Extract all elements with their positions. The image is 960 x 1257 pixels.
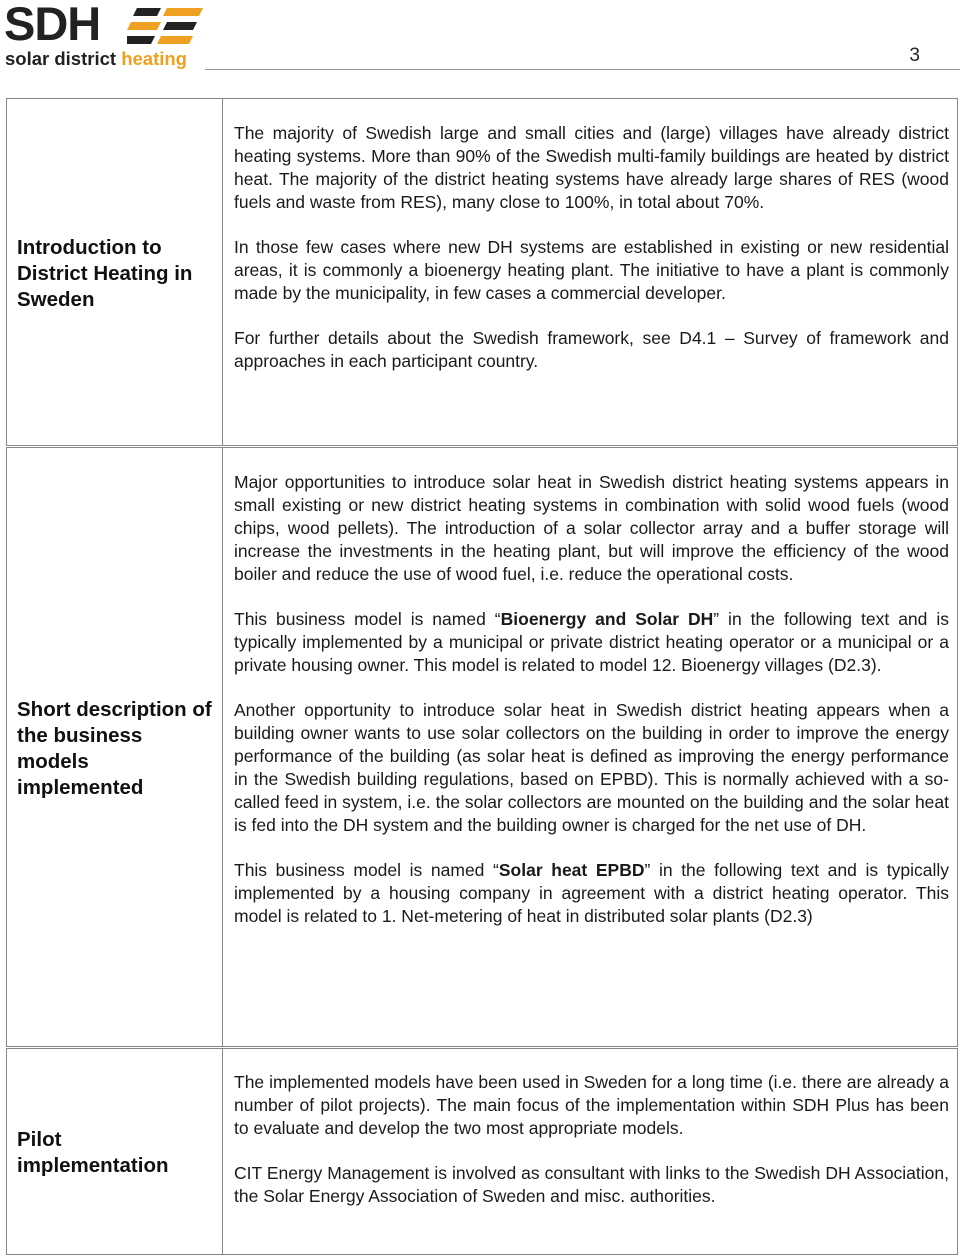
model-name: Bioenergy and Solar DH	[500, 609, 714, 629]
row-heading: Short description of the business models implemented	[17, 698, 212, 799]
text-run: This business model is named “	[234, 609, 501, 629]
paragraph	[234, 608, 949, 677]
logo-wordmark: SDH	[4, 0, 101, 50]
paragraph: The implemented models have been used in Sweden for a long time (i.e. there are already a number of pilot projects). The main focus of the implementation within SDH Plus has been to evaluate and develop the two most appropriate models.	[234, 1072, 949, 1138]
paragraph: Major opportunities to introduce solar heat in Swedish district heating systems appears in small existing or new district heating systems in combination with solid wood fuels (wood chips, wood pellets). The introduction of a solar collector array and a buffer storage will increase the investments in the heating plant, but will improve the efficiency of the wood boiler and reduce the use of wood fuel, i.e. reduce the operational costs.	[234, 472, 949, 584]
logo-tagline-orange: heating	[121, 48, 187, 69]
table-row-pilot	[6, 1048, 958, 1255]
table-row-business-models	[6, 447, 958, 1047]
row-content	[234, 471, 949, 928]
paragraph: In those few cases where new DH systems are established in existing or new residential areas, it is commonly a bioenergy heating plant. The initiative to have a plant is commonly made by the municipality, in few cases a commercial developer.	[234, 237, 949, 303]
column-divider	[222, 448, 223, 1046]
paragraph	[234, 859, 949, 928]
sdh-logo	[4, 2, 204, 68]
row-heading: Pilot implementation	[17, 1128, 169, 1177]
page-header	[0, 0, 960, 72]
logo-tagline	[5, 49, 187, 69]
paragraph: CIT Energy Management is involved as consultant with links to the Swedish DH Association, the Solar Energy Association of Sweden and misc. authorities.	[234, 1163, 949, 1206]
text-run: ” in the following text and is typically implemented by a housing company in agreement with a district heating operator. This model is related to 1. Net-metering of heat in distributed solar plants (D2.3)	[234, 860, 949, 926]
row-heading: Introduction to District Heating in Sweden	[17, 236, 193, 311]
row-content	[234, 122, 949, 373]
page-number: 3	[909, 45, 920, 66]
paragraph: Another opportunity to introduce solar heat in Swedish district heating appears when a building owner wants to use solar collectors on the building in order to improve the energy performance of the building (as solar heat is defined as improving the energy performance in the Swedish building regulations, based on EPBD). This is normally achieved with a so-called feed in system, i.e. the solar collectors are mounted on the building and the solar heat is fed into the DH system and the building owner is charged for the net use of DH.	[234, 700, 949, 835]
header-divider	[205, 69, 960, 70]
column-divider	[222, 99, 223, 445]
row-content	[234, 1071, 949, 1208]
logo-bars-icon	[127, 8, 203, 48]
paragraph: For further details about the Swedish framework, see D4.1 – Survey of framework and approaches in each participant country.	[234, 328, 949, 371]
paragraph: The majority of Swedish large and small cities and (large) villages have already district heating systems. More than 90% of the Swedish multi-family buildings are heated by district heat. The majority of the district heating systems have already large shares of RES (wood fuels and waste from RES), many close to 100%, in total about 70%.	[234, 123, 949, 212]
text-run: ” in the following text and is typically implemented by a municipal or private district heating operator or a municipal or a private housing owner. This model is related to model 12. Bioenergy villages (D2.3).	[234, 609, 949, 675]
model-name: Solar heat EPBD	[498, 860, 645, 880]
column-divider	[222, 1049, 223, 1254]
table-row-introduction	[6, 98, 958, 446]
text-run: This business model is named “	[234, 860, 499, 880]
logo-tagline-dark: solar district	[5, 48, 122, 69]
